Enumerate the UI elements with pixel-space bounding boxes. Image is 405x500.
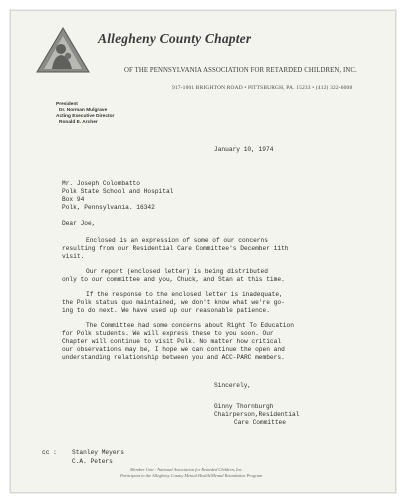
body-line: the Polk status quo maintained, we don't know what we're go- bbox=[62, 299, 285, 306]
cc-label: cc : bbox=[42, 449, 57, 456]
officer-title: President bbox=[56, 102, 78, 107]
letter-date: January 10, 1974 bbox=[214, 146, 274, 153]
org-name: Allegheny County Chapter bbox=[98, 31, 252, 46]
body-line: Enclosed is an expression of some of our concerns bbox=[86, 237, 268, 244]
recipient-line: Box 94 bbox=[62, 196, 85, 203]
body-line: ing to do next. We have used up our reasonable patience. bbox=[62, 307, 270, 314]
cc-recipient: Stanley Meyers bbox=[72, 449, 124, 456]
body-line: The Committee had some concerns about Right To Education bbox=[86, 322, 294, 329]
body-line: resulting from our Residential Care Committee's December 11th bbox=[62, 245, 289, 252]
recipient-line: Polk, Pennsylvania. 16342 bbox=[62, 204, 155, 211]
org-address: 917-1001 BRIGHTON ROAD • PITTSBURGH, PA. 15233 • (412) 322-6008 bbox=[172, 85, 353, 91]
recipient-line: Polk State School and Hospital bbox=[62, 188, 174, 195]
body-line: our observations may be, I hope we can continue the open and bbox=[62, 346, 285, 353]
signature-title: Care Committee bbox=[234, 419, 286, 426]
footer-note bbox=[120, 467, 262, 479]
officer-title: Acting Executive Director bbox=[56, 114, 115, 119]
body-line: only to our committee and you, Chuck, and Stan at this time. bbox=[62, 276, 285, 283]
officer-name: Ronald E. Archer bbox=[59, 120, 98, 125]
cc-recipient: C.A. Peters bbox=[72, 458, 113, 465]
body-line: If the response to the enclosed letter is inadequate, bbox=[86, 291, 283, 298]
body-line: for Polk students. We will express these to you soon. Our bbox=[62, 330, 274, 337]
footer-line: Participant in the Allegheny County Mental Health/Mental Retardation Program bbox=[120, 473, 263, 478]
signature-name: Ginny Thornburgh bbox=[214, 403, 274, 410]
closing: Sincerely, bbox=[214, 382, 252, 389]
officers-block bbox=[53, 102, 114, 126]
signature-title: Chairperson,Residential bbox=[214, 411, 300, 418]
officer-name: Dr. Norman Mulgrave bbox=[59, 108, 108, 113]
recipient-line: Mr. Joseph Colombatto bbox=[62, 180, 140, 187]
body-line: Chapter will continue to visit Polk. No matter how critical bbox=[62, 338, 282, 345]
org-parent: OF THE PENNSYLVANIA ASSOCIATION FOR RETARDED CHILDREN, INC. bbox=[124, 67, 357, 74]
salutation: Dear Joe, bbox=[62, 220, 96, 227]
chapter-logo bbox=[34, 26, 92, 74]
body-line: Our report (enclosed letter) is being distributed bbox=[86, 268, 268, 275]
body-line: visit. bbox=[62, 253, 85, 260]
footer-line: Member Unit - National Association for Retarded Children, Inc. bbox=[130, 467, 243, 472]
body-line: understanding relationship between you and ACC-PARC members. bbox=[62, 354, 285, 361]
